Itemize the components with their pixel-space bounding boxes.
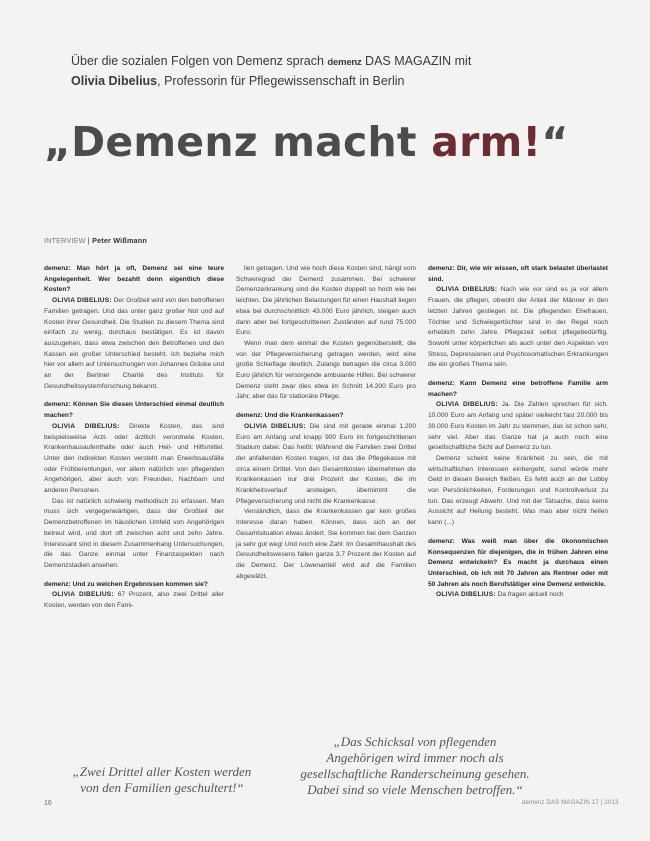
interview-question: demenz: Können Sie diesen Unterschied einmal deutlich machen?	[44, 401, 224, 420]
speaker-label: OLIVIA DIBELIUS:	[436, 401, 498, 409]
speaker-label: OLIVIA DIBELIUS:	[436, 286, 498, 294]
answer-text: Das ist natürlich schwierig methodisch zu erfassen. Man muss sich vergegenwärtigen, dass der Großteil der Demenzbetroffenen im häuslichen Umfeld von Angehörigen betreut wird, und dort oft zwischen acht und zehn Jahre. Interessant sind in diesem Zusammenhang Untersuchungen, die das Ganze einmal unter Finanzaspekten nach Demenzstadien ansehen.	[44, 497, 224, 569]
article-column-2	[236, 264, 416, 582]
answer-text: Da fragen aktuell noch	[497, 591, 564, 599]
speaker-label: OLIVIA DIBELIUS:	[52, 297, 112, 305]
speaker-label: OLIVIA DIBELIUS:	[436, 591, 496, 599]
interview-answer	[428, 400, 608, 454]
intro-text	[71, 52, 591, 90]
headline-main: „Demenz macht	[44, 118, 432, 166]
answer-text: Nach wie vor sind es ja vor allem Frauen, die pflegen, obwohl der Anteil der Männer in den letzten Jahren gestiegen ist. Die pflegenden Ehefrauen, Töchter und Schwiegertöchter sind in der Regel noch erheblich zehn Jahre. Pflegezeit selbst pflegebedürftig. Sowohl unter körperlichen als auch unter den Aspekten von Stress, Depressionen und Psychosomatischen Erkrankungen die ein großes Thema sein.	[428, 286, 608, 369]
interview-answer	[428, 590, 608, 601]
answer-text: Demenz scheint keine Krankheit zu sein, die mit wirtschaftlichen Interessen einhergeht, sonst würde mehr Geld in diesen Bereich fließen. Es fehlt auch an der Lobby von Persönlichkeiten, Forderungen und Kontrollverlust zu tun. Das erzeugt Abwehr. Und mit der Tatsache, dass keine Aussicht auf Heilung besteht. Was man aber nicht heilen kann (...)	[428, 454, 608, 527]
byline-separator: |	[85, 236, 93, 245]
interview-answer	[44, 422, 224, 497]
interview-question: demenz: Dir, wie wir wissen, oft stark belastet überlastet sind.	[428, 265, 608, 283]
answer-text: Verständlich, dass die Krankenkassen gar kein großes Interesse daran haben. Können, dass sich an der Gesamtsituation etwas ändert. Sie kommen bei dem Ganzen ja sehr gut weg! Und noch eine Zahl: Im Gesamthaushalt des Gesundheitswesens fallen ganze 3,7 Prozent der Kosten auf die Demenz. Der Löwenanteil wird auf die Familien abgewälzt.	[236, 508, 416, 580]
magazine-mark: demenz	[327, 57, 362, 68]
answer-text: lien getragen. Und wie hoch diese Kosten sind, hängt vom Schweregrad der Demenz zusammen. Bei schwerer Demenzerkrankung sind die Kosten doppelt so hoch wie bei leichten. Die jährlichen Belastungen für einen Haushalt liegen etwa bei durchschnittlich 43.000 Euro jährlich, steigen auch dann aber bei fortgeschrittenen Zuständen auf rund 75.000 Euro.	[236, 265, 416, 337]
article-column-1	[44, 264, 224, 612]
answer-text: Die sind mit gerade einmal 1.200 Euro am Anfang und knapp 900 Euro im fortgeschrittenen Stadium dabei. Das heißt: Während die Familien zwei Drittel der anfallenden Kosten tragen, ist das die Pflegekasse mit circa einem Drittel. Von den Gesamtkosten übernehmen die Krankenkassen nur drei Prozent der Kosten, die im Krankheitsverlauf ansteigen, übernimmt die Pflegeversicherung und nicht die Krankenkasse.	[236, 422, 416, 505]
headline	[44, 118, 624, 166]
headline-accent: arm!	[431, 118, 542, 166]
answer-text: Ja. Die Zahlen sprechen für sich. 10.000 Euro am Anfang und später vielleicht fast 20.000 bis 30.000 Euro Kosten im Jahr zu stemmen, das ist schon sehr, sehr viel. Aber das Ganze hat ja auch noch eine gesellschaftliche Sicht auf Demenz zu tun.	[428, 401, 608, 452]
pull-quote-right: „Das Schicksal von pflegenden Angehörigen wird immer noch als gesellschaftliche Randerscheinung gesehen. Dabei sind so viele Menschen betroffen.“	[300, 734, 530, 797]
interview-question: demenz: Und zu welchen Ergebnissen kommen sie?	[44, 580, 208, 588]
interview-answer	[236, 339, 416, 403]
interview-question: demenz: Was weiß man über die ökonomischen Konsequenzen für diejenigen, die in frühen Jahren eine Demenz entwickeln? Es macht ja durchaus einen Unterschied, ob ich mit 70 Jahren als Rentner oder mit 50 Jahren als noch Berufstätiger eine Demenz entwickle.	[428, 537, 608, 588]
interview-answer	[44, 296, 224, 392]
interview-answer	[428, 454, 608, 529]
speaker-label: OLIVIA DIBELIUS:	[52, 591, 114, 599]
person-description: , Professorin für Pflegewissenschaft in Berlin	[157, 74, 405, 88]
interview-answer	[44, 590, 224, 611]
interview-question: demenz: Man hört ja oft, Demenz sei eine teure Angelegenheit. Wer bezahlt denn eigentlich diese Kosten?	[44, 265, 224, 294]
article-column-3	[428, 264, 608, 601]
interview-answer	[236, 264, 416, 339]
intro-line1-prefix: Über die sozialen Folgen von Demenz sprach	[71, 54, 328, 68]
headline-close-quote: “	[541, 118, 569, 166]
speaker-label: OLIVIA DIBELIUS:	[244, 422, 306, 430]
answer-text: Der Großteil wird von den betroffenen Familien getragen. Und das unter ganz großer Not und auf Kosten ihrer Gesundheit. Die Studien zu diesem Thema sind einfach zu wenig, durchaus bestätigen. Es ist davon auszugehen, dass etwa zwischen den Betroffenen und den Kassen ein großer Unterschied besteht. Ich beziehe mich hier vor allem auf Untersuchungen von Johannes Gräske und an der Berliner Charité des Instituts für Gesundheitssystemforschung bekannt.	[44, 297, 224, 390]
magazine-reference: demenz DAS MAGAZIN 17 | 2013	[522, 800, 619, 806]
interview-question: demenz: Und die Krankenkassen?	[236, 412, 344, 420]
intro-line1-suffix: DAS MAGAZIN mit	[361, 54, 472, 68]
pull-quote-left: „Zwei Drittel aller Kosten werden von den Familien geschultert!“	[72, 764, 252, 795]
answer-text: Wenn man dem einmal die Kosten gegenüberstellt, die von der Pflegeversicherung getragen werden, wird eine große Schieflage deutlich. Zulangs betragen die circa 3.000 Euro jährlich für versorgende ambulante Hilfen. Bei schwerer Demenz steht zwar dies etwa im Schnitt 14.200 Euro pro Jahr, aber das für stationäre Pflege.	[236, 339, 416, 401]
byline-kind: INTERVIEW	[44, 236, 86, 245]
interview-answer	[236, 422, 416, 508]
byline-author: Peter Wißmann	[92, 236, 147, 245]
byline	[44, 236, 147, 245]
page-number: 16	[44, 800, 52, 807]
answer-text: 67 Prozent, also zwei Drittel aller Kosten, werden von den Fami-	[44, 591, 224, 610]
interview-answer	[44, 497, 224, 572]
person-name: Olivia Dibelius	[71, 74, 158, 88]
answer-text: Direkte Kosten, das sind beispielsweise Arzt- oder ärztlich verordnete Kosten, Krankenhausaufenthalte oder auch Heil- und Hilfsmittel. Unter den indirekten Kosten versteht man Erwerbsausfälle oder Frühberentungen, vor allem natürlich von pflegenden Angehörigen, aber auch von Freunden, Nachbarn und anderen Personen.	[44, 422, 224, 495]
speaker-label: OLIVIA DIBELIUS:	[52, 422, 120, 430]
interview-answer	[428, 285, 608, 371]
interview-answer	[236, 507, 416, 582]
interview-question: demenz: Kann Demenz eine betroffene Familie arm machen?	[428, 380, 608, 398]
